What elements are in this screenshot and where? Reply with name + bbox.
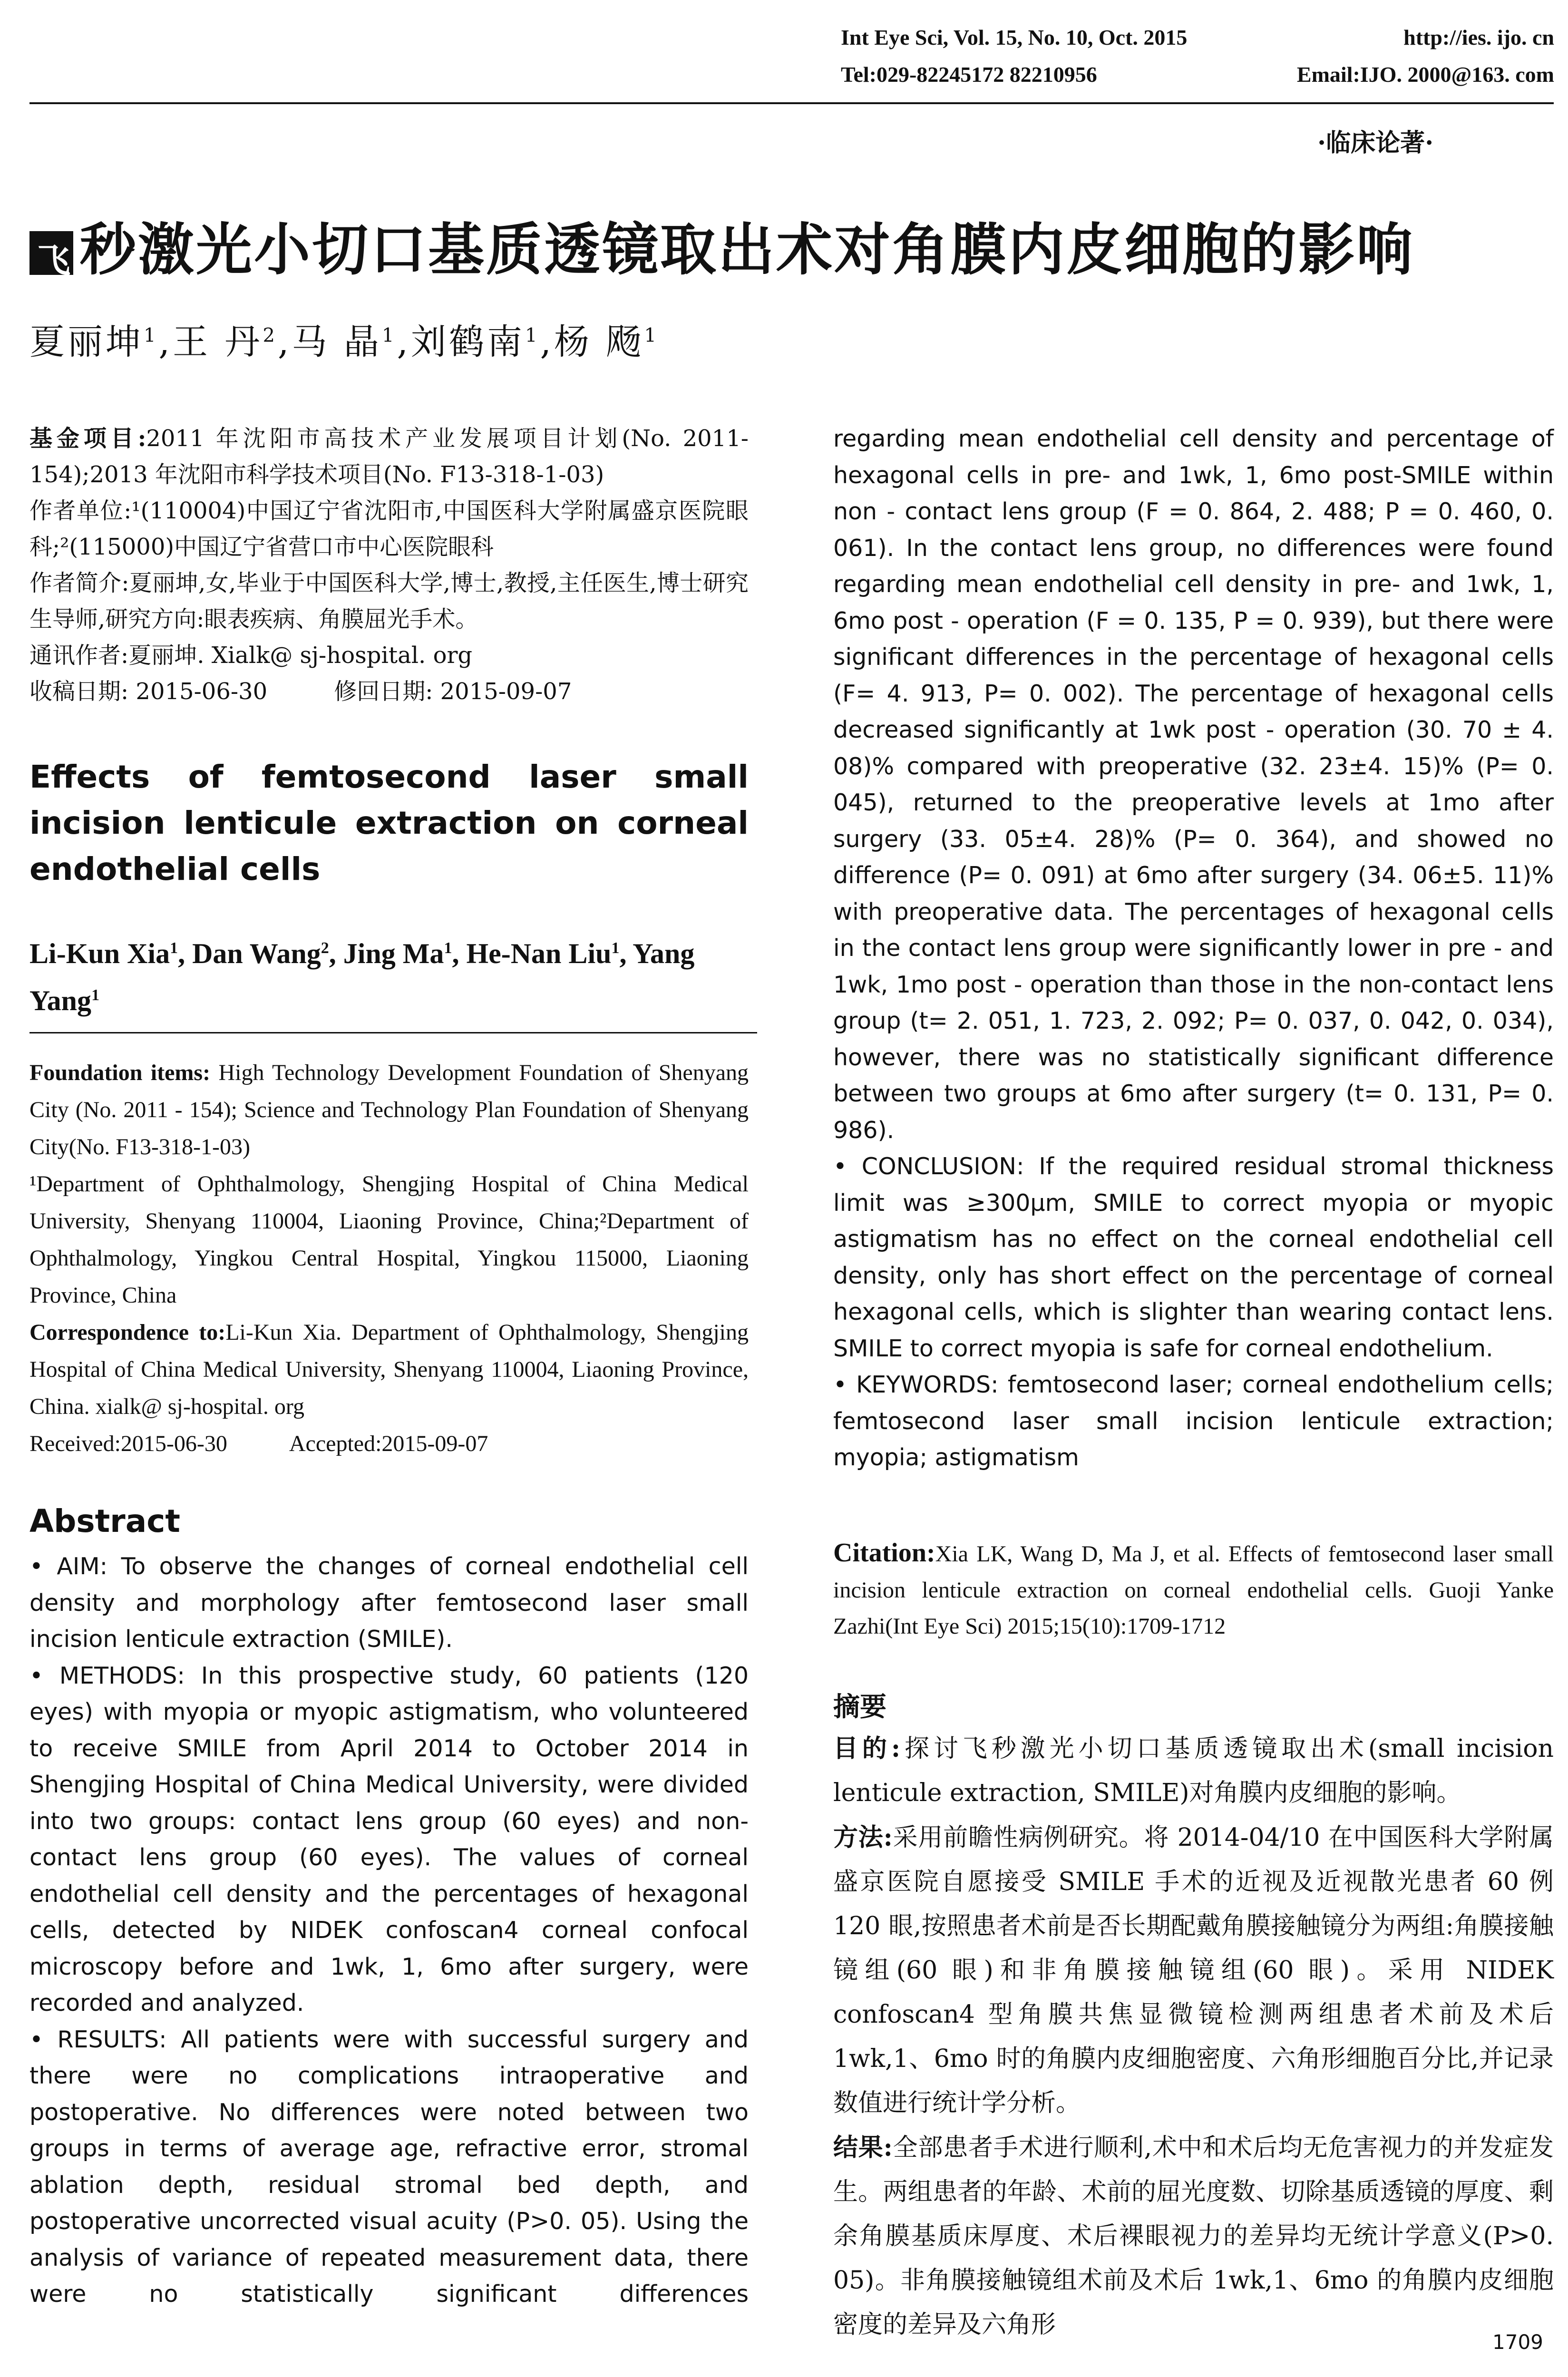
- authors-en: [29, 927, 749, 1022]
- abstract-cn-aim: 目的:探讨飞秒激光小切口基质透镜取出术(small incision lenticule extraction, SMILE)对角膜内皮细胞的影响。: [833, 1734, 1554, 1807]
- abstract-cn-body: [833, 1726, 1554, 2347]
- author-cn: 王 丹$^2$,: [172, 321, 292, 362]
- journal-logo-icon: 飞: [29, 231, 73, 275]
- dates-cn: 收稿日期: 2015-06-30 修回日期: 2015-09-07: [29, 678, 572, 705]
- abstract-body-right: [833, 421, 1554, 1476]
- unit-cn: 作者单位:¹(110004)中国辽宁省沈阳市,中国医科大学附属盛京医院眼科;²(115000)中国辽宁省营口市中心医院眼科: [29, 497, 749, 560]
- journal-contact: [841, 62, 1554, 87]
- divider: [29, 1032, 757, 1033]
- abstract-aim: • AIM: To observe the changes of corneal endothelial cell density and morphology after femtosecond laser small incision lenticule extraction (SMILE).: [29, 1553, 749, 1653]
- author-cn: 刘鹤南$^1$,: [411, 321, 554, 362]
- author-cn: 夏丽坤$^1$,: [29, 321, 173, 362]
- author-cn: 杨 飏$^1$: [554, 321, 659, 362]
- page-number: 1709: [1492, 2330, 1543, 2354]
- article-title-cn: [29, 205, 1414, 285]
- citation-text: Xia LK, Wang D, Ma J, et al. Effects of femtosecond laser small incision lenticule extraction on corneal endothelial cells. Guoji Yanke Zazhi(Int Eye Sci) 2015;15(10):1709-1712: [833, 1541, 1554, 1639]
- author-en: Yang Yang$^1$: [29, 938, 695, 1016]
- meta-cn: [29, 420, 749, 710]
- author-cn: 马 晶$^1$,: [292, 321, 411, 362]
- journal-header: [841, 25, 1554, 50]
- abstract-methods: • METHODS: In this prospective study, 60 patients (120 eyes) with myopia or myopic astigmatism, who volunteered to receive SMILE from April 2014 to October 2014 in Shengjing Hospital of China Medical University, were divided into two groups: contact lens group (60 eyes) and non-contact lens group (60 eyes). The values of corneal endothelial cell density and the percentages of hexagonal cells, detected by NIDEK confoscan4 corneal confocal microscopy before and 1wk, 1, 6mo after surgery, were recorded and analyzed.: [29, 1662, 749, 2017]
- journal-email[interactable]: Email:IJO. 2000@163. com: [1296, 62, 1554, 87]
- abstract-keywords: • KEYWORDS: femtosecond laser; corneal endothelium cells; femtosecond laser small incision lenticule extraction; myopia; astigmatism: [833, 1371, 1554, 1471]
- abstract-cn-results: 结果:全部患者手术进行顺利,术中和术后均无危害视力的并发症发生。两组患者的年龄、术前的屈光度数、切除基质透镜的厚度、剩余角膜基质床厚度、术后裸眼视力的差异均无统计学意义(P>0. 05)。非角膜接触镜组术前及术后 1wk,1、6mo 的角膜内皮细胞密度的差异及六角形: [833, 2133, 1554, 2339]
- article-title-en: Effects of femtosecond laser small incision lenticule extraction on corneal endothelial cells: [29, 759, 749, 887]
- citation-label: Citation:: [833, 1538, 935, 1568]
- author-en: He-Nan Liu$^1$,: [466, 938, 633, 969]
- abstract-cn-methods: 方法:采用前瞻性病例研究。将 2014-04/10 在中国医科大学附属盛京医院自愿接受 SMILE 手术的近视及近视散光患者 60 例 120 眼,按照患者术前是否长期配戴角膜接触镜分为两组:角膜接触镜组(60 眼)和非角膜接触镜组(60 眼)。采用 NIDEK confoscan4 型角膜共焦显微镜检测两组患者术前及术后 1wk,1、6mo 时的角膜内皮细胞密度、六角形细胞百分比,并记录数值进行统计学分析。: [833, 1823, 1554, 2117]
- journal-url[interactable]: http://ies. ijo. cn: [1403, 25, 1554, 49]
- abstract-results-part1: • RESULTS: All patients were with successful surgery and there were no complications intraoperative and postoperative. No differences were noted between two groups in terms of average age, refractive error, stromal ablation depth, residual stromal bed depth, and postoperative uncorrected visual acuity (P>0. 05). Using the analysis of variance of repeated measurement data, there were no statistically significant differences: [29, 2026, 749, 2308]
- foundation-items: Foundation items: High Technology Development Foundation of Shenyang City (No. 2011 - 154); Science and Technology Plan Foundation of Shenyang City(No. F13-318-1-03): [29, 1060, 749, 1159]
- author-en: Dan Wang$^2$,: [192, 938, 343, 969]
- bio-cn: 作者简介:夏丽坤,女,毕业于中国医科大学,博士,教授,主任医生,博士研究生导师,研究方向:眼表疾病、角膜屈光手术。: [29, 570, 749, 633]
- citation: [833, 1535, 1554, 1645]
- abstract-cn-heading: 摘要: [833, 1691, 886, 1723]
- abstract-heading: Abstract: [29, 1503, 180, 1539]
- abstract-body-left: [29, 1549, 749, 2313]
- abstract-results-part2: regarding mean endothelial cell density and percentage of hexagonal cells in pre- and 1wk, 1, 6mo post-SMILE within non - contact lens group (F = 0. 864, 2. 488; P = 0. 460, 0. 061). In the contact lens group, no differences were found regarding mean endothelial cell density in pre- and 1wk, 1, 6mo post - operation (F = 0. 135, P = 0. 939), but there were significant differences in the percentage of hexagonal cells (F= 4. 913, P= 0. 002). The percentage of hexagonal cells decreased significantly at 1wk post - operation (30. 70 ± 4. 08)% compared with preoperative (32. 23±4. 15)% (P= 0. 045), returned to the preoperative levels at 1mo after surgery (33. 05±4. 28)% (P= 0. 364), and showed no difference (P= 0. 091) at 6mo after surgery (34. 06±5. 11)% with preoperative data. The percentages of hexagonal cells in the contact lens group were significantly lower in pre - and 1wk, 1mo post - operation than those in the non-contact lens group (t= 2. 051, 1. 723, 2. 092; P= 0. 037, 0. 042, 0. 034), however, there was no statistically significant difference between two groups at 6mo after surgery (t= 0. 131, P= 0. 986).: [833, 425, 1554, 1144]
- affiliations: ¹Department of Ophthalmology, Shengjing Hospital of China Medical University, Shenyang 110004, Liaoning Province, China;²Department of Ophthalmology, Yingkou Central Hospital, Yingkou 115000, Liaoning Province, China: [29, 1171, 749, 1308]
- dates-en: Received:2015-06-30 Accepted:2015-09-07: [29, 1431, 488, 1456]
- authors-cn: [29, 314, 659, 364]
- section-tag: ·临床论著·: [1317, 128, 1434, 157]
- abstract-conclusion: • CONCLUSION: If the required residual stromal thickness limit was ≥300μm, SMILE to correct myopia or myopic astigmatism has no effect on the corneal endothelial cell density, only has short effect on the percentage of corneal hexagonal cells, which is slighter than wearing contact lens. SMILE to correct myopia is safe for corneal endothelium.: [833, 1153, 1554, 1362]
- correspondence: Correspondence to:Li-Kun Xia. Department of Ophthalmology, Shengjing Hospital of China Medical University, Shenyang 110004, Liaoning Province, China. xialk@ sj-hospital. org: [29, 1320, 749, 1419]
- title-text: 秒激光小切口基质透镜取出术对角膜内皮细胞的影响: [80, 217, 1415, 283]
- author-en: Li-Kun Xia$^1$,: [29, 938, 193, 969]
- journal-line: Int Eye Sci, Vol. 15, No. 10, Oct. 2015: [841, 25, 1188, 49]
- author-en: Jing Ma$^1$,: [343, 938, 467, 969]
- foundation-cn: 基金项目:2011 年沈阳市高技术产业发展项目计划(No. 2011-154);2013 年沈阳市科学技术项目(No. F13-318-1-03): [29, 425, 749, 488]
- corr-cn: 通讯作者:夏丽坤. Xialk@ sj-hospital. org: [29, 642, 473, 669]
- header-rule: [29, 102, 1554, 104]
- foundation-en: [29, 1054, 749, 1462]
- journal-tel: Tel:029-82245172 82210956: [841, 62, 1097, 87]
